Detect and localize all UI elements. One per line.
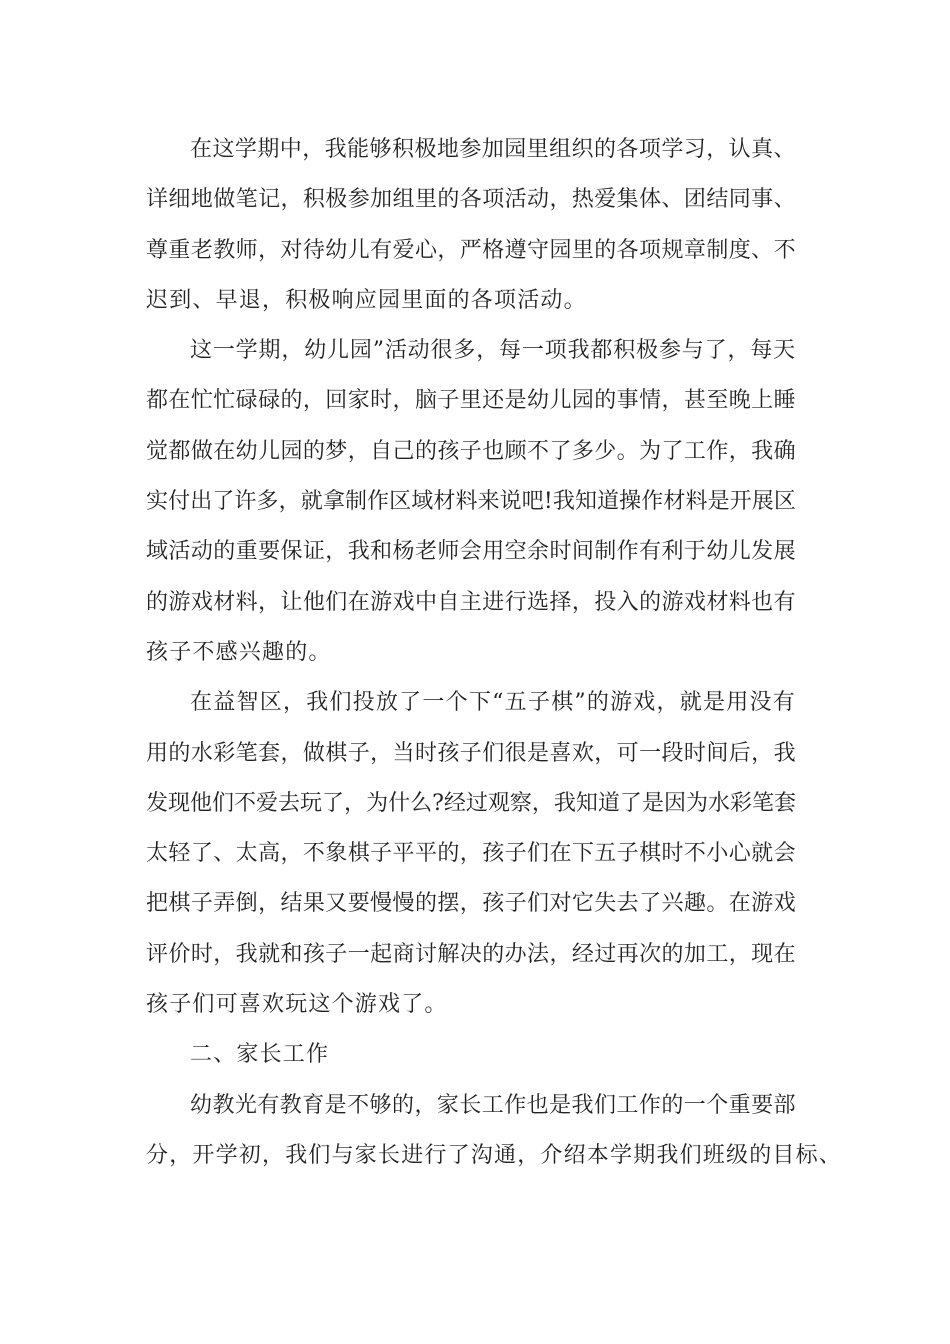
text-line: 都在忙忙碌碌的，回家时，脑子里还是幼儿园的事情，甚至晚上睡 (146, 388, 796, 414)
paragraph-5 (146, 1081, 843, 1182)
text-line: 实付出了许多，就拿制作区域材料来说吧!我知道操作材料是开展区 (146, 489, 796, 515)
text-line: 迟到、早退，积极响应园里面的各项活动。 (146, 287, 587, 313)
document-page (146, 125, 843, 1181)
text-line: 把棋子弄倒，结果又要慢慢的摆，孩子们对它失去了兴趣。在游戏 (146, 891, 796, 917)
text-line: 幼教光有教育是不够的，家长工作也是我们工作的一个重要部 (190, 1092, 796, 1118)
text-line: 孩子们可喜欢玩这个游戏了。 (146, 992, 448, 1018)
text-line: 的游戏材料，让他们在游戏中自主进行选择，投入的游戏材料也有 (146, 589, 796, 615)
text-line: 用的水彩笔套，做棋子，当时孩子们很是喜欢，可一段时间后，我 (146, 740, 796, 766)
paragraph-1 (146, 125, 796, 326)
text-line: 评价时，我就和孩子一起商讨解决的办法，经过再次的加工，现在 (146, 941, 796, 967)
text-line: 尊重老教师，对待幼儿有爱心，严格遵守园里的各项规章制度、不 (146, 237, 796, 263)
text-line: 在益智区，我们投放了一个下“五子棋”的游戏，就是用没有 (190, 690, 796, 716)
text-line: 孩子不感兴趣的。 (146, 639, 332, 665)
text-line: 分，开学初，我们与家长进行了沟通，介绍本学期我们班级的目标、 (146, 1142, 843, 1168)
heading-text: 二、家长工作 (190, 1042, 330, 1068)
text-line: 觉都做在幼儿园的梦，自己的孩子也顾不了多少。为了工作，我确 (146, 438, 796, 464)
text-line: 太轻了、太高，不象棋子平平的，孩子们在下五子棋时不小心就会 (146, 841, 796, 867)
text-line: 在这学期中，我能够积极地参加园里组织的各项学习，认真、 (190, 137, 796, 162)
section-heading (146, 1030, 796, 1080)
text-line: 这一学期，幼儿园”活动很多，每一项我都积极参与了，每天 (190, 338, 796, 364)
paragraph-3 (146, 678, 796, 1030)
text-line: 域活动的重要保证，我和杨老师会用空余时间制作有利于幼儿发展 (146, 539, 796, 565)
paragraph-2 (146, 326, 796, 678)
text-line: 详细地做笔记，积极参加组里的各项活动，热爱集体、团结同事、 (146, 187, 796, 213)
text-line: 发现他们不爱去玩了，为什么?经过观察，我知道了是因为水彩笔套 (146, 790, 796, 816)
